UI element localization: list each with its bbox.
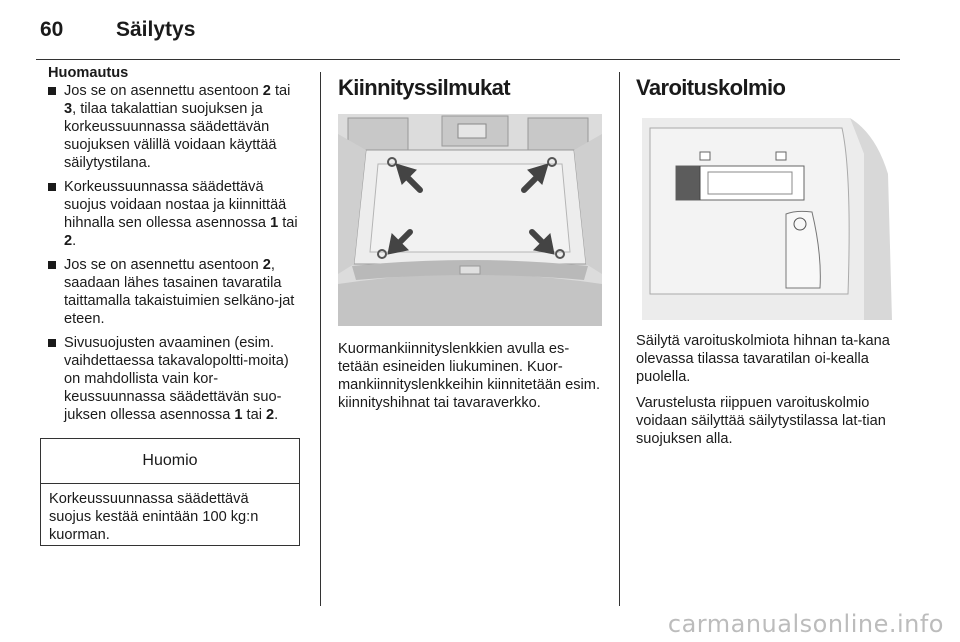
caution-title: Huomio <box>41 439 299 484</box>
cargo-area-illustration <box>338 114 602 326</box>
section-text: Varustelusta riippuen varoituskolmio voidaan säilyttää säilytystilassa lat-tian suojuksen alla. <box>636 395 886 447</box>
lashing-eyes-section <box>338 70 606 420</box>
section-text: Kuormankiinnityslenkkien avulla es-tetään esineiden liukuminen. Kuor-mankiinnityslenkkeihin kiinnitetään esim. kiinnityshihnat tai tavaraverkko. <box>338 341 601 411</box>
column-divider <box>619 72 620 606</box>
section-heading: Kiinnityssilmukat <box>338 75 510 100</box>
bullet-icon <box>48 183 56 191</box>
page-number: 60 <box>40 18 64 41</box>
warning-triangle-storage-illustration <box>636 114 900 320</box>
note-list <box>48 82 306 424</box>
page-header <box>0 0 960 60</box>
caution-text: Korkeussuunnassa säädettävä suojus kestää enintään 100 kg:n kuorman. <box>49 491 259 543</box>
list-item: Korkeussuunnassa säädettävä suojus voidaan nostaa ja kiinnittää hihnalla sen ollessa asennossa 1 tai 2. <box>48 178 306 250</box>
bullet-icon <box>48 339 56 347</box>
note-title: Huomautus <box>48 65 129 81</box>
list-item: Jos se on asennettu asentoon 2 tai 3, tilaa takalattian suojuksen ja korkeussuunnassa säädettävän suojuksen välillä voidaan käyttää säilytystilana. <box>48 82 306 172</box>
note-section <box>48 64 306 430</box>
bullet-icon <box>48 261 56 269</box>
watermark: carmanualsonline.info <box>667 610 944 638</box>
section-text: Säilytä varoituskolmiota hihnan ta-kana olevassa tilassa tavaratilan oi-kealla puolella. <box>636 333 890 385</box>
column-divider <box>320 72 321 606</box>
bullet-icon <box>48 87 56 95</box>
caution-box <box>40 438 300 546</box>
list-item: Sivusuojusten avaaminen (esim. vaihdettaessa takavalopoltti-moita) on mahdollista vain kor-keussuunnassa säädettävän suo-juksen ollessa asennossa 1 tai 2. <box>48 334 306 424</box>
list-item: Jos se on asennettu asentoon 2, saadaan lähes tasainen tavaratila taittamalla takaistuimien selkäno-jat eteen. <box>48 256 306 328</box>
header-divider <box>36 59 900 60</box>
chapter-title: Säilytys <box>116 18 196 41</box>
warning-triangle-section <box>636 70 902 456</box>
section-heading: Varoituskolmio <box>636 75 786 100</box>
